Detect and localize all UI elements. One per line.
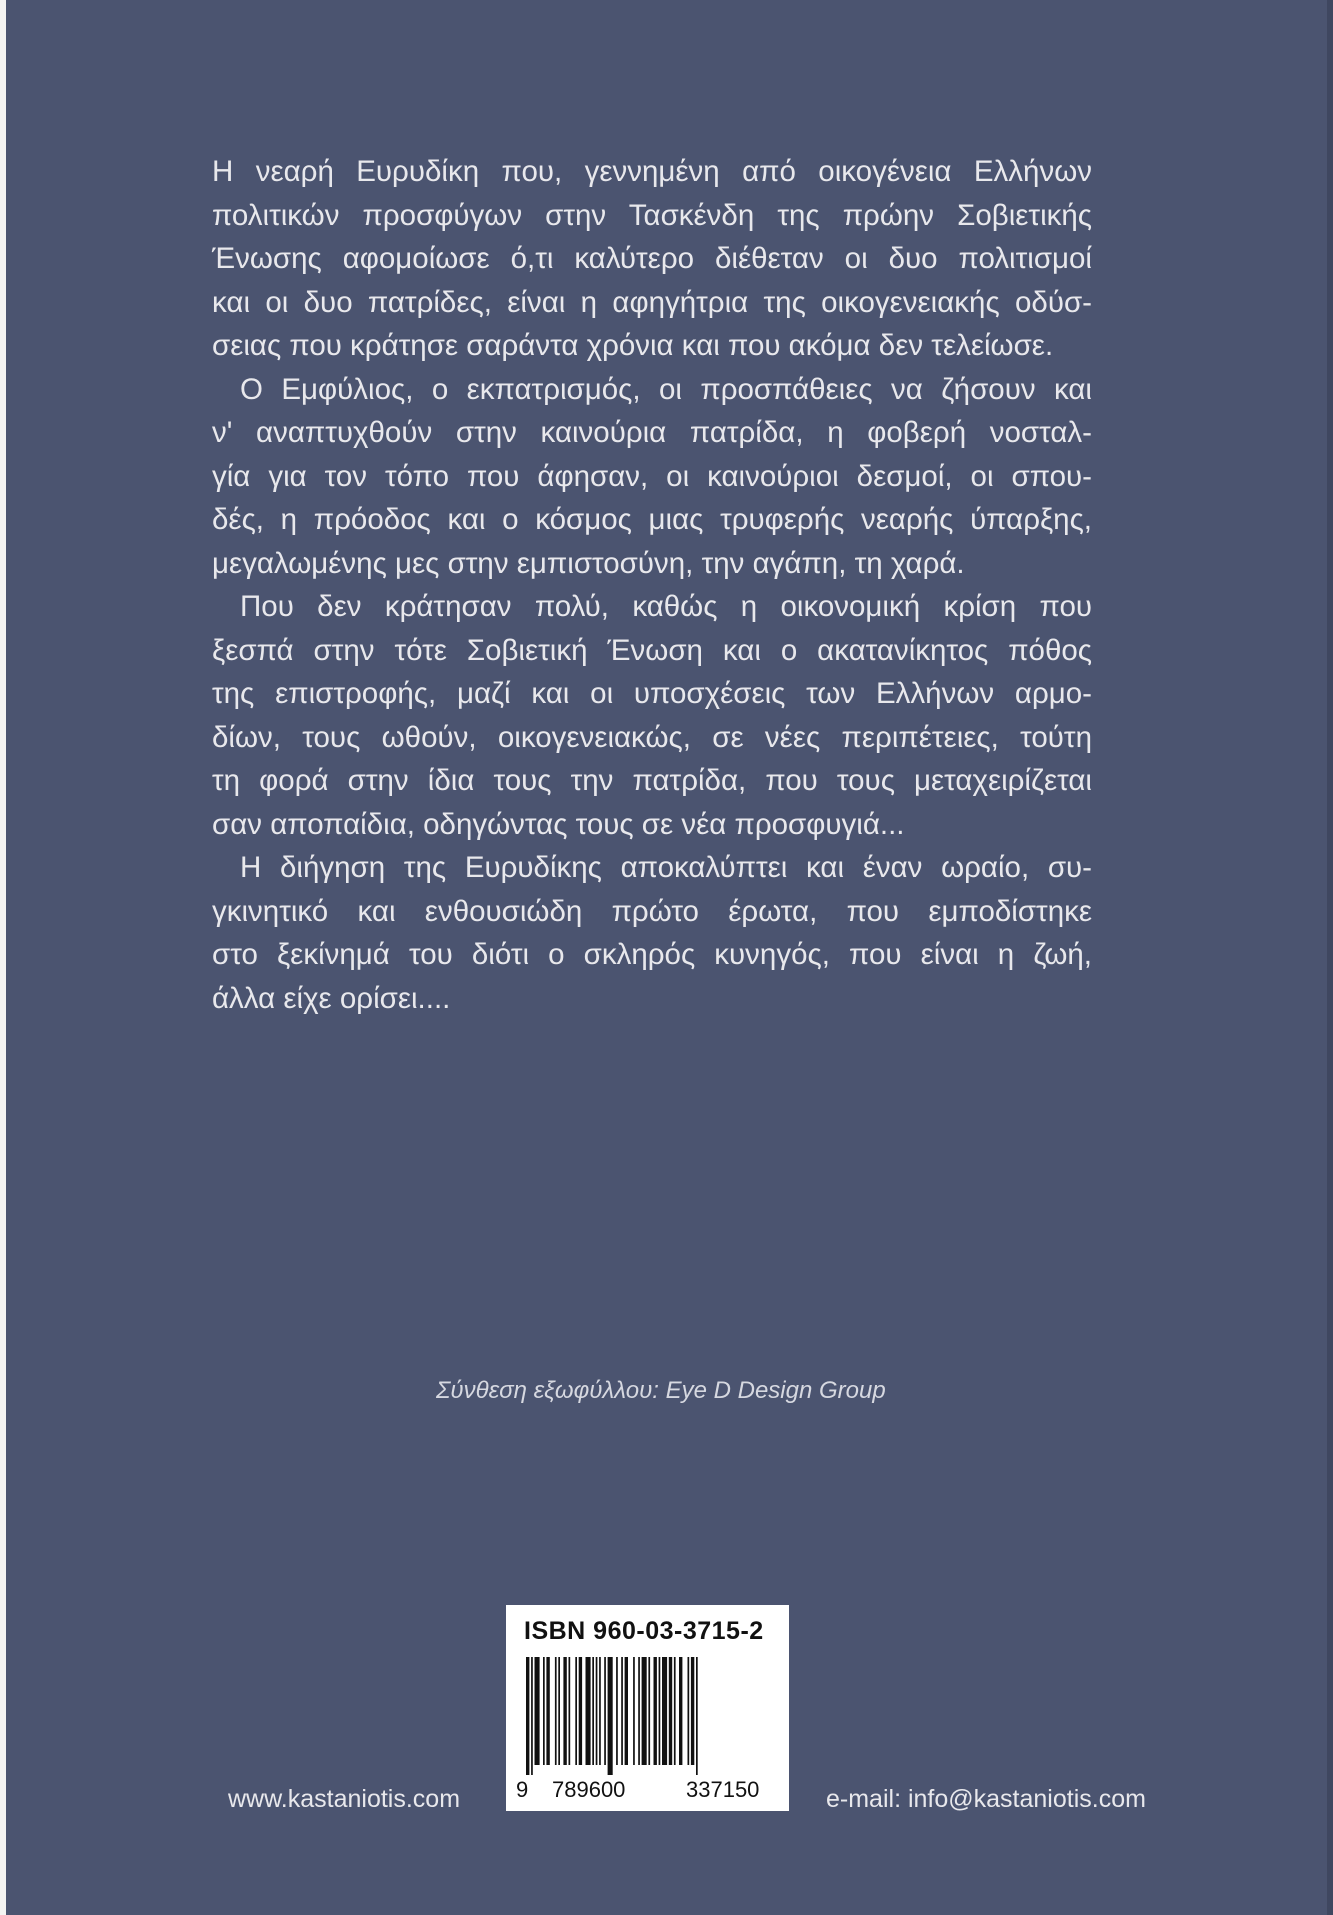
blurb-line: Που δεν κράτησαν πολύ, καθώς η οικονομική κρίση που xyxy=(240,590,1092,623)
barcode-bar xyxy=(625,1657,628,1765)
barcode-bar xyxy=(662,1657,667,1765)
website-link[interactable]: www.kastaniotis.com xyxy=(228,1785,461,1813)
blurb-line: άλλα είχε ορίσει.... xyxy=(212,981,451,1015)
barcode-bar xyxy=(558,1657,560,1765)
barcode-image xyxy=(524,1657,774,1775)
barcode-bar xyxy=(679,1657,682,1765)
blurb-line: Ο Εμφύλιος, ο εκπατρισμός, οι προσπάθειες να ζήσουν και xyxy=(240,372,1092,406)
barcode-bar xyxy=(563,1657,566,1765)
blurb-line: δίων, τους ωθούν, οικογενειακώς, σε νέες περιπέτειες, τούτη xyxy=(212,720,1092,754)
barcode-bar xyxy=(555,1657,557,1765)
blurb-text xyxy=(212,150,1092,1020)
ean-digits-right: 337150 xyxy=(686,1777,760,1802)
blurb-line: ξεσπά στην τότε Σοβιετική Ένωση και ο ακατανίκητος πόθος xyxy=(212,633,1092,667)
barcode-bar xyxy=(608,1657,613,1775)
blurb-line: της επιστροφής, μαζί και οι υποσχέσεις των Ελλήνων αρμο- xyxy=(212,677,1092,710)
barcode-bar xyxy=(579,1657,582,1765)
ean-digits xyxy=(506,1775,789,1805)
blurb-line: δές, η πρόοδος και ο κόσμος μιας τρυφερής νεαρής ύπαρξης, xyxy=(212,503,1092,536)
barcode-bar xyxy=(669,1657,672,1765)
barcode-bar xyxy=(691,1657,694,1765)
barcode-bar xyxy=(543,1657,545,1765)
barcode-bar xyxy=(638,1657,640,1765)
cover-edge xyxy=(1327,0,1333,1915)
barcode-bar xyxy=(696,1657,698,1775)
blurb-line: σειας που κράτησε σαράντα χρόνια και που ακόμα δεν τελείωσε. xyxy=(212,329,1054,362)
barcode-bar xyxy=(575,1657,577,1765)
barcode-bar xyxy=(586,1657,591,1765)
blurb-line: τη φορά στην ίδια τους την πατρίδα, που τους μεταχειρίζεται xyxy=(212,764,1092,797)
barcode-bar xyxy=(531,1657,533,1775)
barcode-bar xyxy=(535,1657,540,1765)
blurb-line: Η νεαρή Ευρυδίκη που, γεννημένη από οικογένεια Ελλήνων xyxy=(212,155,1092,188)
barcode-bar xyxy=(604,1657,606,1765)
barcode-bar xyxy=(599,1657,601,1765)
barcode-bar xyxy=(546,1657,549,1765)
email-link[interactable]: e-mail: info@kastaniotis.com xyxy=(826,1785,1146,1813)
barcode-bar xyxy=(621,1657,623,1765)
blurb-line: γία για τον τόπο που άφησαν, οι καινούριοι δεσμοί, οι σπου- xyxy=(212,459,1092,493)
barcode-bar xyxy=(596,1657,598,1765)
blurb-line: Ένωσης αφομοίωσε ό,τι καλύτερο διέθεταν οι δυο πολιτισμοί xyxy=(212,242,1092,275)
barcode-bar xyxy=(526,1657,529,1775)
barcode-bar xyxy=(659,1657,661,1765)
barcode-bar xyxy=(569,1657,571,1765)
barcode-bar xyxy=(592,1657,594,1765)
barcode-bar xyxy=(688,1657,690,1765)
back-cover xyxy=(6,0,1333,1915)
barcode-bar xyxy=(654,1657,657,1765)
barcode-bar xyxy=(633,1657,635,1765)
barcode-bar xyxy=(674,1657,676,1765)
blurb-line: και οι δυο πατρίδες, είναι η αφηγήτρια της οικογενειακής οδύσ- xyxy=(212,285,1092,319)
isbn-barcode-box xyxy=(506,1605,789,1811)
barcode-bar xyxy=(642,1657,647,1765)
blurb-line: μεγαλωμένης μες στην εμπιστοσύνη, την αγάπη, τη χαρά. xyxy=(212,546,965,580)
blurb-line: πολιτικών προσφύγων στην Τασκένδη της πρώην Σοβιετικής xyxy=(212,198,1092,232)
blurb-line: ν' αναπτυχθούν στην καινούρια πατρίδα, η φοβερή νοσταλ- xyxy=(212,416,1092,449)
blurb-line: γκινητικό και ενθουσιώδη πρώτο έρωτα, που εμποδίστηκε xyxy=(212,894,1092,928)
ean-digit-first: 9 xyxy=(516,1777,529,1802)
barcode-bar xyxy=(616,1657,618,1765)
cover-design-credit: Σύνθεση εξωφύλλου: Eye D Design Group xyxy=(436,1377,886,1404)
isbn-label: ISBN 960-03-3715-2 xyxy=(524,1617,764,1645)
blurb-line: στο ξεκίνημά του διότι ο σκληρός κυνηγός, που είναι η ζωή, xyxy=(212,938,1092,971)
blurb-line: Η διήγηση της Ευρυδίκης αποκαλύπτει και έναν ωραίο, συ- xyxy=(240,851,1092,884)
ean-digits-left: 789600 xyxy=(552,1777,626,1802)
blurb-line: σαν αποπαίδια, οδηγώντας τους σε νέα προσφυγιά... xyxy=(212,807,905,841)
barcode-bar xyxy=(648,1657,650,1765)
